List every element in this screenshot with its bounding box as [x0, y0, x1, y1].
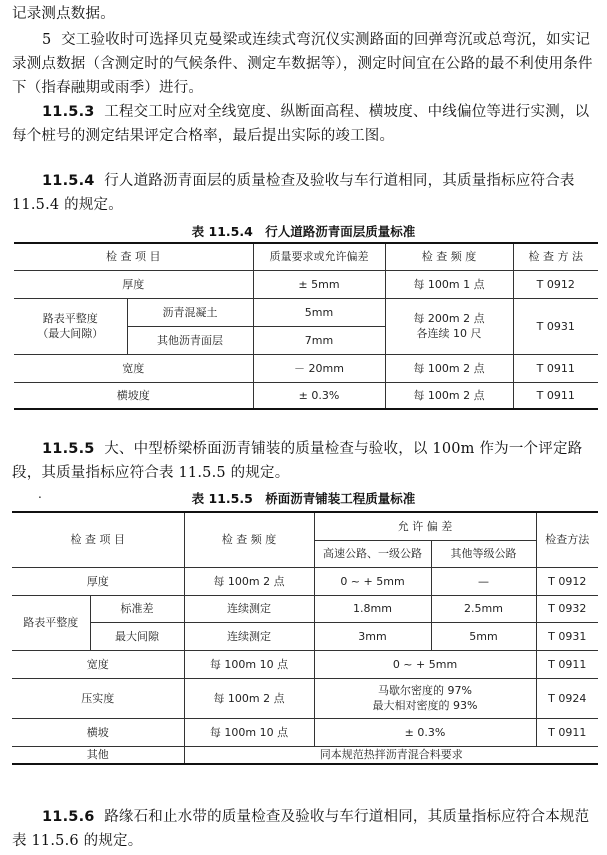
cell-line: 每 200m 2 点 — [413, 312, 485, 325]
table-row — [12, 746, 598, 764]
section-number: 11.5.6 — [42, 809, 95, 825]
section-number: 11.5.4 — [42, 173, 95, 189]
paragraph-11-5-6 — [12, 805, 597, 853]
section-text: 行人道路沥青面层的质量检查及验收与车行道相同，其质量指标应符合表 11.5.4 的规定。 — [12, 173, 575, 213]
table-cell: 7mm — [253, 326, 385, 354]
table-cell: 每 100m 2 点 — [184, 567, 314, 595]
table-caption: 表 11.5.5 桥面沥青铺装工程质量标准 — [191, 491, 416, 506]
table-cell: T 0911 — [513, 382, 598, 409]
table-cell: 厚度 — [14, 270, 253, 298]
paragraph-11-5-4 — [12, 169, 597, 217]
section-number: 11.5.3 — [42, 104, 95, 120]
table-row — [12, 650, 598, 678]
table-11-5-5 — [12, 511, 598, 765]
table-11-5-4 — [14, 242, 598, 410]
table-cell: 5mm — [431, 622, 536, 650]
table-cell: 横坡 — [12, 718, 184, 746]
table-row — [14, 354, 598, 382]
table-row — [12, 718, 598, 746]
table-cell: 2.5mm — [431, 595, 536, 622]
table-header-cell: 允 许 偏 差 — [314, 512, 536, 540]
table-caption: 表 11.5.4 行人道路沥青面层质量标准 — [191, 224, 416, 239]
table-header-cell: 检 查 项 目 — [12, 512, 184, 567]
item-number: 5 — [42, 32, 52, 48]
table-cell: 标准差 — [90, 595, 184, 622]
table-header-cell: 检 查 项 目 — [14, 243, 253, 270]
table-cell — [385, 298, 513, 354]
table-cell: 每 100m 2 点 — [385, 382, 513, 409]
table-cell: 最大间隙 — [90, 622, 184, 650]
table-cell: 其他 — [12, 746, 184, 764]
table-row — [14, 298, 598, 326]
table-header-row — [12, 512, 598, 540]
table-cell: 每 100m 2 点 — [184, 678, 314, 718]
table-cell: T 0932 — [536, 595, 598, 622]
table-header-cell: 高速公路、一级公路 — [314, 540, 431, 567]
table-header-cell: 检 查 频 度 — [385, 243, 513, 270]
table-row — [12, 678, 598, 718]
table-cell: 其他沥青面层 — [127, 326, 253, 354]
table-cell: － 20mm — [253, 354, 385, 382]
table-cell: 连续测定 — [184, 595, 314, 622]
table-cell — [314, 678, 536, 718]
table-cell: 5mm — [253, 298, 385, 326]
table-cell: 3mm — [314, 622, 431, 650]
table-row — [14, 270, 598, 298]
table-header-cell: 其他等级公路 — [431, 540, 536, 567]
table-cell: 压实度 — [12, 678, 184, 718]
table-cell: 每 100m 10 点 — [184, 650, 314, 678]
table-row — [12, 595, 598, 622]
table-cell — [14, 298, 127, 354]
table-cell: T 0911 — [536, 650, 598, 678]
cell-line: 马歇尔密度的 97% — [378, 684, 472, 697]
section-text: 大、中型桥梁桥面沥青铺装的质量检查与验收，以 100m 作为一个评定路段，其质量指标应符合表 11.5.5 的规定。 — [12, 441, 583, 481]
table-cell: 同本规范热拌沥青混合料要求 — [184, 746, 598, 764]
table-cell: 路表平整度 — [12, 595, 90, 650]
table-cell: 每 100m 10 点 — [184, 718, 314, 746]
table-cell: 0 ~ + 5mm — [314, 567, 431, 595]
paragraph-top-text: 记录测点数据。 — [12, 6, 115, 22]
table-header-cell: 检 查 频 度 — [184, 512, 314, 567]
paragraph-11-5-5 — [12, 437, 597, 485]
table-cell: 厚度 — [12, 567, 184, 595]
table-header-row — [14, 243, 598, 270]
cell-line: 各连续 10 尺 — [416, 327, 482, 340]
cell-line: （最大间隙） — [37, 327, 104, 340]
paragraph-11-5-3 — [12, 100, 597, 148]
table-cell: ± 5mm — [253, 270, 385, 298]
table-cell: 1.8mm — [314, 595, 431, 622]
table-cell: T 0911 — [536, 718, 598, 746]
stray-dot: . — [38, 487, 42, 501]
table-cell: 宽度 — [14, 354, 253, 382]
table-cell: T 0931 — [536, 622, 598, 650]
table-cell: T 0912 — [513, 270, 598, 298]
table-header-cell: 检 查 方 法 — [513, 243, 598, 270]
table-row — [14, 382, 598, 409]
table-cell: T 0931 — [513, 298, 598, 354]
paragraph-top — [12, 2, 597, 26]
table-cell: 横坡度 — [14, 382, 253, 409]
table-cell: 宽度 — [12, 650, 184, 678]
table-row — [12, 622, 598, 650]
table-cell: 沥青混凝土 — [127, 298, 253, 326]
table-cell: T 0924 — [536, 678, 598, 718]
table-cell: ± 0.3% — [253, 382, 385, 409]
table-cell: ± 0.3% — [314, 718, 536, 746]
table-cell: 每 100m 2 点 — [385, 354, 513, 382]
table-cell: T 0912 — [536, 567, 598, 595]
paragraph-item-5 — [12, 28, 597, 100]
section-number: 11.5.5 — [42, 441, 95, 457]
item-text: 交工验收时可选择贝克曼梁或连续式弯沉仪实测路面的回弹弯沉或总弯沉，如实记录测点数据（含测定时的气候条件、测定车数据等），测定时间宜在公路的最不利使用条件下（指春融期或雨季）进行。 — [12, 32, 593, 96]
table-header-cell: 检查方法 — [536, 512, 598, 567]
table-cell: 每 100m 1 点 — [385, 270, 513, 298]
table-cell: 0 ~ + 5mm — [314, 650, 536, 678]
table-cell: — — [431, 567, 536, 595]
table-cell: T 0911 — [513, 354, 598, 382]
table-header-cell: 质量要求或允许偏差 — [253, 243, 385, 270]
section-text: 路缘石和止水带的质量检查及验收与车行道相同，其质量指标应符合本规范表 11.5.6 的规定。 — [12, 809, 590, 849]
cell-line: 路表平整度 — [42, 312, 98, 325]
section-text: 工程交工时应对全线宽度、纵断面高程、横坡度、中线偏位等进行实测，以每个桩号的测定结果评定合格率，最后提出实际的竣工图。 — [12, 104, 590, 144]
cell-line: 最大相对密度的 93% — [372, 699, 478, 712]
table-cell: 连续测定 — [184, 622, 314, 650]
table-row — [12, 567, 598, 595]
